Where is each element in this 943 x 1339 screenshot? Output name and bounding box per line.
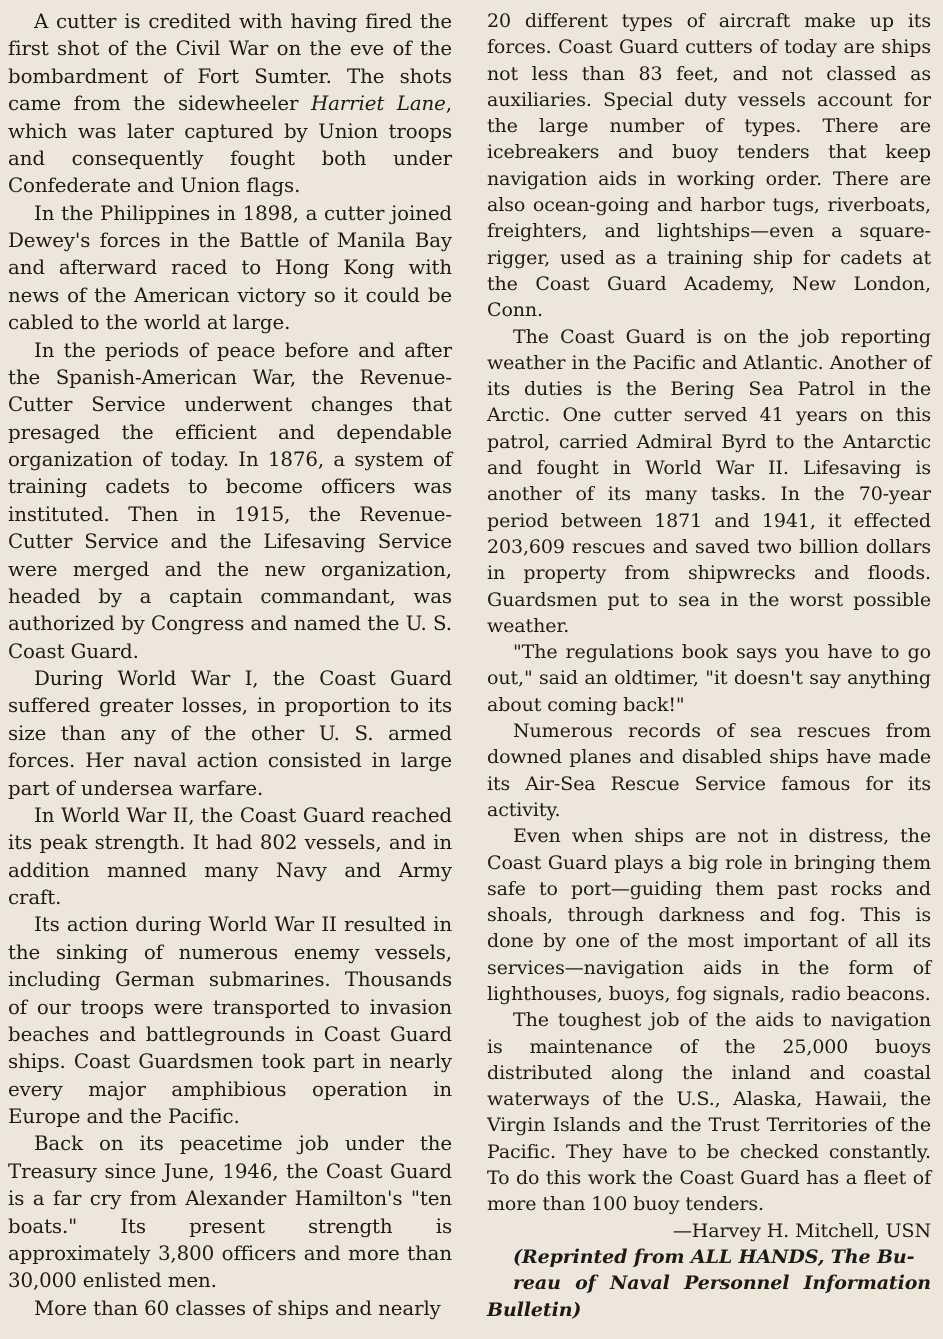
- column-gutter: [466, 10, 467, 1330]
- author-signature: —Harvey H. Mitchell, USN: [672, 1219, 931, 1242]
- paragraph-text: A cutter is credited with having fired the first shot of the Civil War on the eve of the bombardment of Fort Sumter. The shots came from the sidewheeler: [8, 10, 452, 116]
- paragraph-world-war-two-strength: In World War II, the Coast Guard reached its peak strength. It had 802 vessels, and in addition manned many Navy and Army craft.: [8, 803, 452, 909]
- paragraph-navigation-aids: Even when ships are not in distress, the Coast Guard plays a big role in bringing them safe to port—guiding them past rocks and shoals, through darkness and fog. This is done by one of the most important of all its services—navigation aids in the form of lighthouses, buoys, fog signals, radio beacons.: [487, 825, 931, 1005]
- reprint-credit-line-1: (Reprinted from ALL HANDS, The Bu-: [513, 1245, 915, 1268]
- paragraph-ship-classes: More than 60 classes of ships and nearly: [34, 1296, 441, 1320]
- paragraph-world-war-one: During World War I, the Coast Guard suffered greater losses, in proportion to its size than any of the other U. S. armed forces. Her naval action consisted in large part of undersea warfare.: [8, 667, 452, 800]
- right-column: [487, 8, 931, 1323]
- left-column: [8, 8, 452, 1322]
- paragraph-ship-classes-continued: 20 different types of aircraft make up its forces. Coast Guard cutters of today are ships not less than 83 feet, and not classed as auxiliaries. Special duty vessels account for the large number of types. There are icebreakers and buoy tenders that keep navigation aids in working order. There are also ocean-going and harbor tugs, riverboats, freighters, and lightships—even a square-rigger, used as a training ship for cadets at the Coast Guard Academy, New London, Conn.: [487, 10, 931, 322]
- ship-name: Harriet Lane: [310, 92, 446, 116]
- paragraph-buoys: The toughest job of the aids to navigation is maintenance of the 25,000 buoys distributed along the inland and coastal waterways of the U.S., Alaska, Hawaii, the Virgin Islands and the Trust Territories of the Pacific. They have to be checked constantly. To do this work the Coast Guard has a fleet of more than 100 buoy tenders.: [487, 1009, 931, 1216]
- paragraph-world-war-two-action: Its action during World War II resulted in the sinking of numerous enemy vessels, including German submarines. Thousands of our troops were transported to invasion beaches and battlegrounds in Coast Guard ships. Coast Guardsmen took part in nearly every major amphibious operation in Europe and the Pacific.: [8, 913, 452, 1128]
- paragraph-peacetime: Back on its peacetime job under the Treasury since June, 1946, the Coast Guard is a far cry from Alexander Hamilton's "ten boats." Its present strength is approximately 3,800 officers and more than 30,000 enlisted men.: [8, 1132, 452, 1293]
- paragraph-civil-war: [8, 8, 452, 200]
- paragraph-text: , which was later captured by Union troops and consequently fought both under Confederate and Union flags.: [8, 92, 452, 198]
- paragraph-philippines: In the Philippines in 1898, a cutter joined Dewey's forces in the Battle of Manila Bay and afterward raced to Hong Kong with news of the American victory so it could be cabled to the world at large.: [8, 201, 452, 335]
- paragraph-weather-patrol: The Coast Guard is on the job reporting weather in the Pacific and Atlantic. Another of its duties is the Bering Sea Patrol in the Arctic. One cutter served 41 years on this patrol, carried Admiral Byrd to the Antarctic and fought in World War II. Lifesaving is another of its many tasks. In the 70-year period between 1871 and 1941, it effected 203,609 rescues and saved two billion dollars in property from shipwrecks and floods. Guardsmen put to sea in the worst possible weather.: [487, 325, 931, 637]
- paragraph-air-sea-rescue: Numerous records of sea rescues from downed planes and disabled ships have made its Air-Sea Rescue Service famous for its activity.: [487, 720, 931, 821]
- reprint-credit-line-2: reau of Naval Personnel Information Bulletin): [487, 1272, 931, 1321]
- paragraph-oldtimer-quote: "The regulations book says you have to go out," said an oldtimer, "it doesn't say anything about coming back!": [487, 641, 931, 716]
- paragraph-revenue-cutter-service: In the periods of peace before and after the Spanish-American War, the Revenue-Cutter Service underwent changes that presaged the efficient and dependable organization of today. In 1876, a system of training cadets to become officers was instituted. Then in 1915, the Revenue-Cutter Service and the Lifesaving Service were merged and the new organization, headed by a captain commandant, was authorized by Congress and named the U. S. Coast Guard.: [8, 338, 452, 663]
